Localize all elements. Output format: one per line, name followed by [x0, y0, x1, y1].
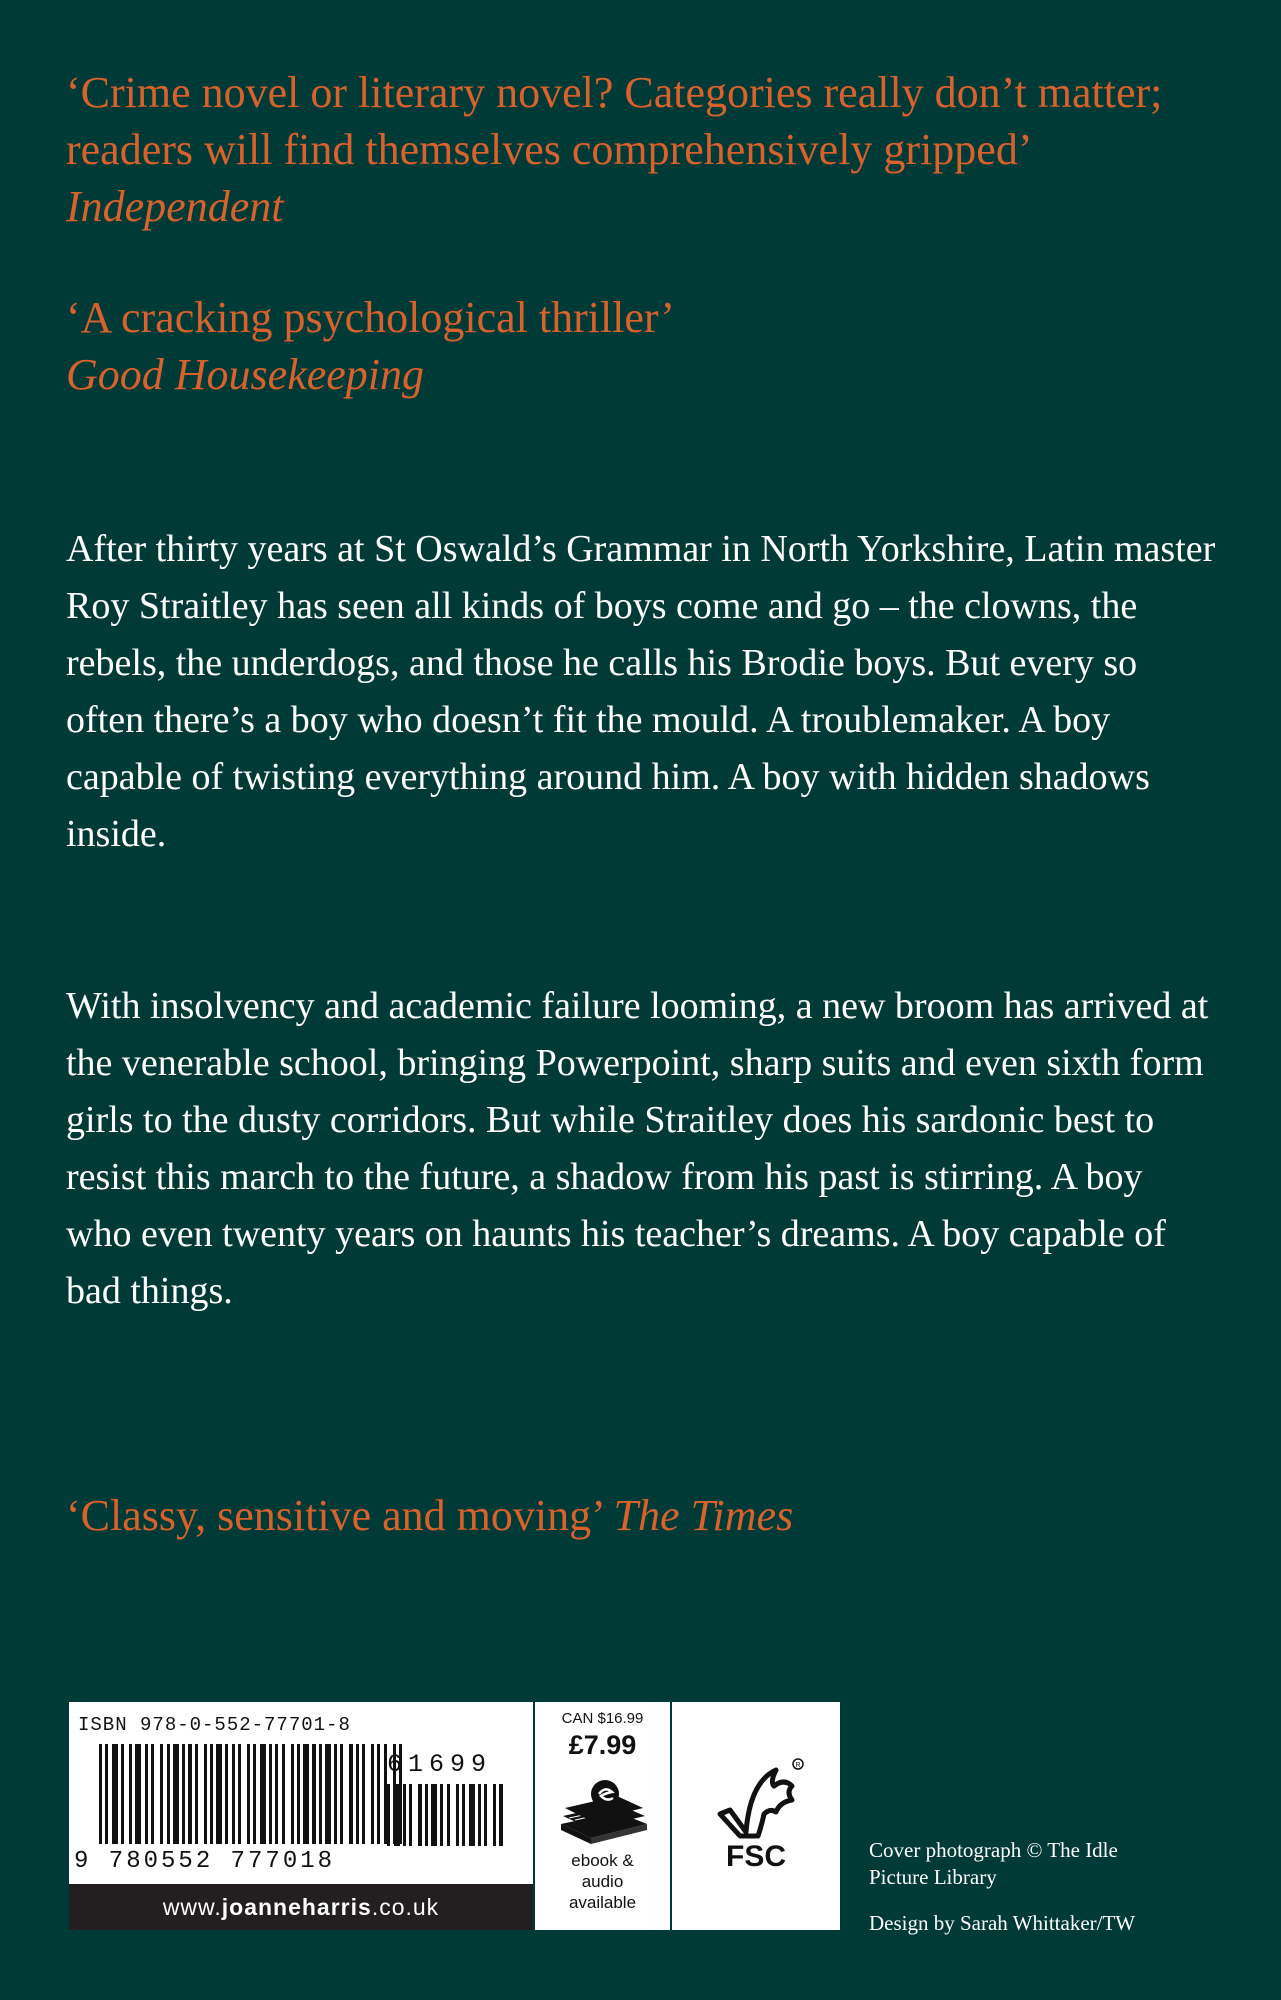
cover-credit-line-1: Cover photograph © The Idle: [869, 1838, 1118, 1862]
fsc-tree-logo-icon: [700, 1752, 812, 1872]
website-suffix: .co.uk: [371, 1894, 440, 1920]
ebook-stack-icon: [555, 1772, 651, 1848]
blurb-paragraph-1: After thirty years at St Oswald’s Grammar in North Yorkshire, Latin master Roy Straitley has seen all kinds of boys come and go – the clowns, the rebels, the underdogs, and those he calls his Brodie boys. But every so often there’s a boy who doesn’t fit the mould. A troublemaker. A boy capable of twisting everything around him. A boy with hidden shadows inside.: [66, 528, 1216, 855]
website-prefix: www.: [162, 1894, 222, 1920]
price-panel: [535, 1702, 670, 1930]
quote-text: ‘Classy, sensitive and moving’: [66, 1491, 603, 1540]
cover-credit-line-2: Picture Library: [869, 1865, 997, 1889]
svg-text:R: R: [795, 1762, 801, 1769]
quote-text: ‘A cracking psychological thriller’: [66, 293, 675, 342]
blurb-paragraph-2: With insolvency and academic failure looming, a new broom has arrived at the venerable school, bringing Powerpoint, sharp suits and even sixth form girls to the dusty corridors. But while Straitley does his sardonic best to resist this march to the future, a shadow from his past is stirring. A boy who even twenty years on haunts his teacher’s dreams. A boy capable of bad things.: [66, 985, 1209, 1312]
price-gbp: £7.99: [568, 1730, 637, 1760]
addon-barcode: [387, 1784, 522, 1846]
website-link[interactable]: [69, 1884, 533, 1930]
ean-barcode: [99, 1744, 429, 1844]
fsc-label: FSC: [726, 1840, 786, 1872]
quote-text: ‘Crime novel or literary novel? Categories really don’t matter; readers will find themselves comprehensively gripped’: [66, 68, 1163, 174]
quote-source: Good Housekeeping: [66, 350, 425, 399]
quote-source: The Times: [613, 1491, 794, 1540]
isbn-label: ISBN 978-0-552-77701-8: [78, 1714, 351, 1736]
fsc-panel: [672, 1702, 840, 1930]
website-name: joanneharris: [221, 1894, 372, 1920]
review-quote-good-housekeeping: [66, 289, 1206, 403]
ebook-line-1: ebook &: [571, 1851, 634, 1870]
design-credit: Design by Sarah Whittaker/TW: [869, 1911, 1136, 1935]
ebook-line-2: audio: [581, 1872, 624, 1891]
quote-source: Independent: [66, 182, 284, 231]
barcode-panel: [69, 1702, 533, 1930]
price-can: CAN $16.99: [561, 1710, 644, 1727]
review-quote-independent: [66, 64, 1206, 235]
ebook-availability: [535, 1850, 670, 1913]
ebook-line-3: available: [568, 1893, 637, 1912]
ean-digits: 9 780552 777018: [74, 1848, 336, 1875]
addon-digits: 61699: [387, 1750, 493, 1779]
cover-photo-credit: [869, 1837, 1249, 1891]
review-quote-the-times: [66, 1487, 1206, 1544]
